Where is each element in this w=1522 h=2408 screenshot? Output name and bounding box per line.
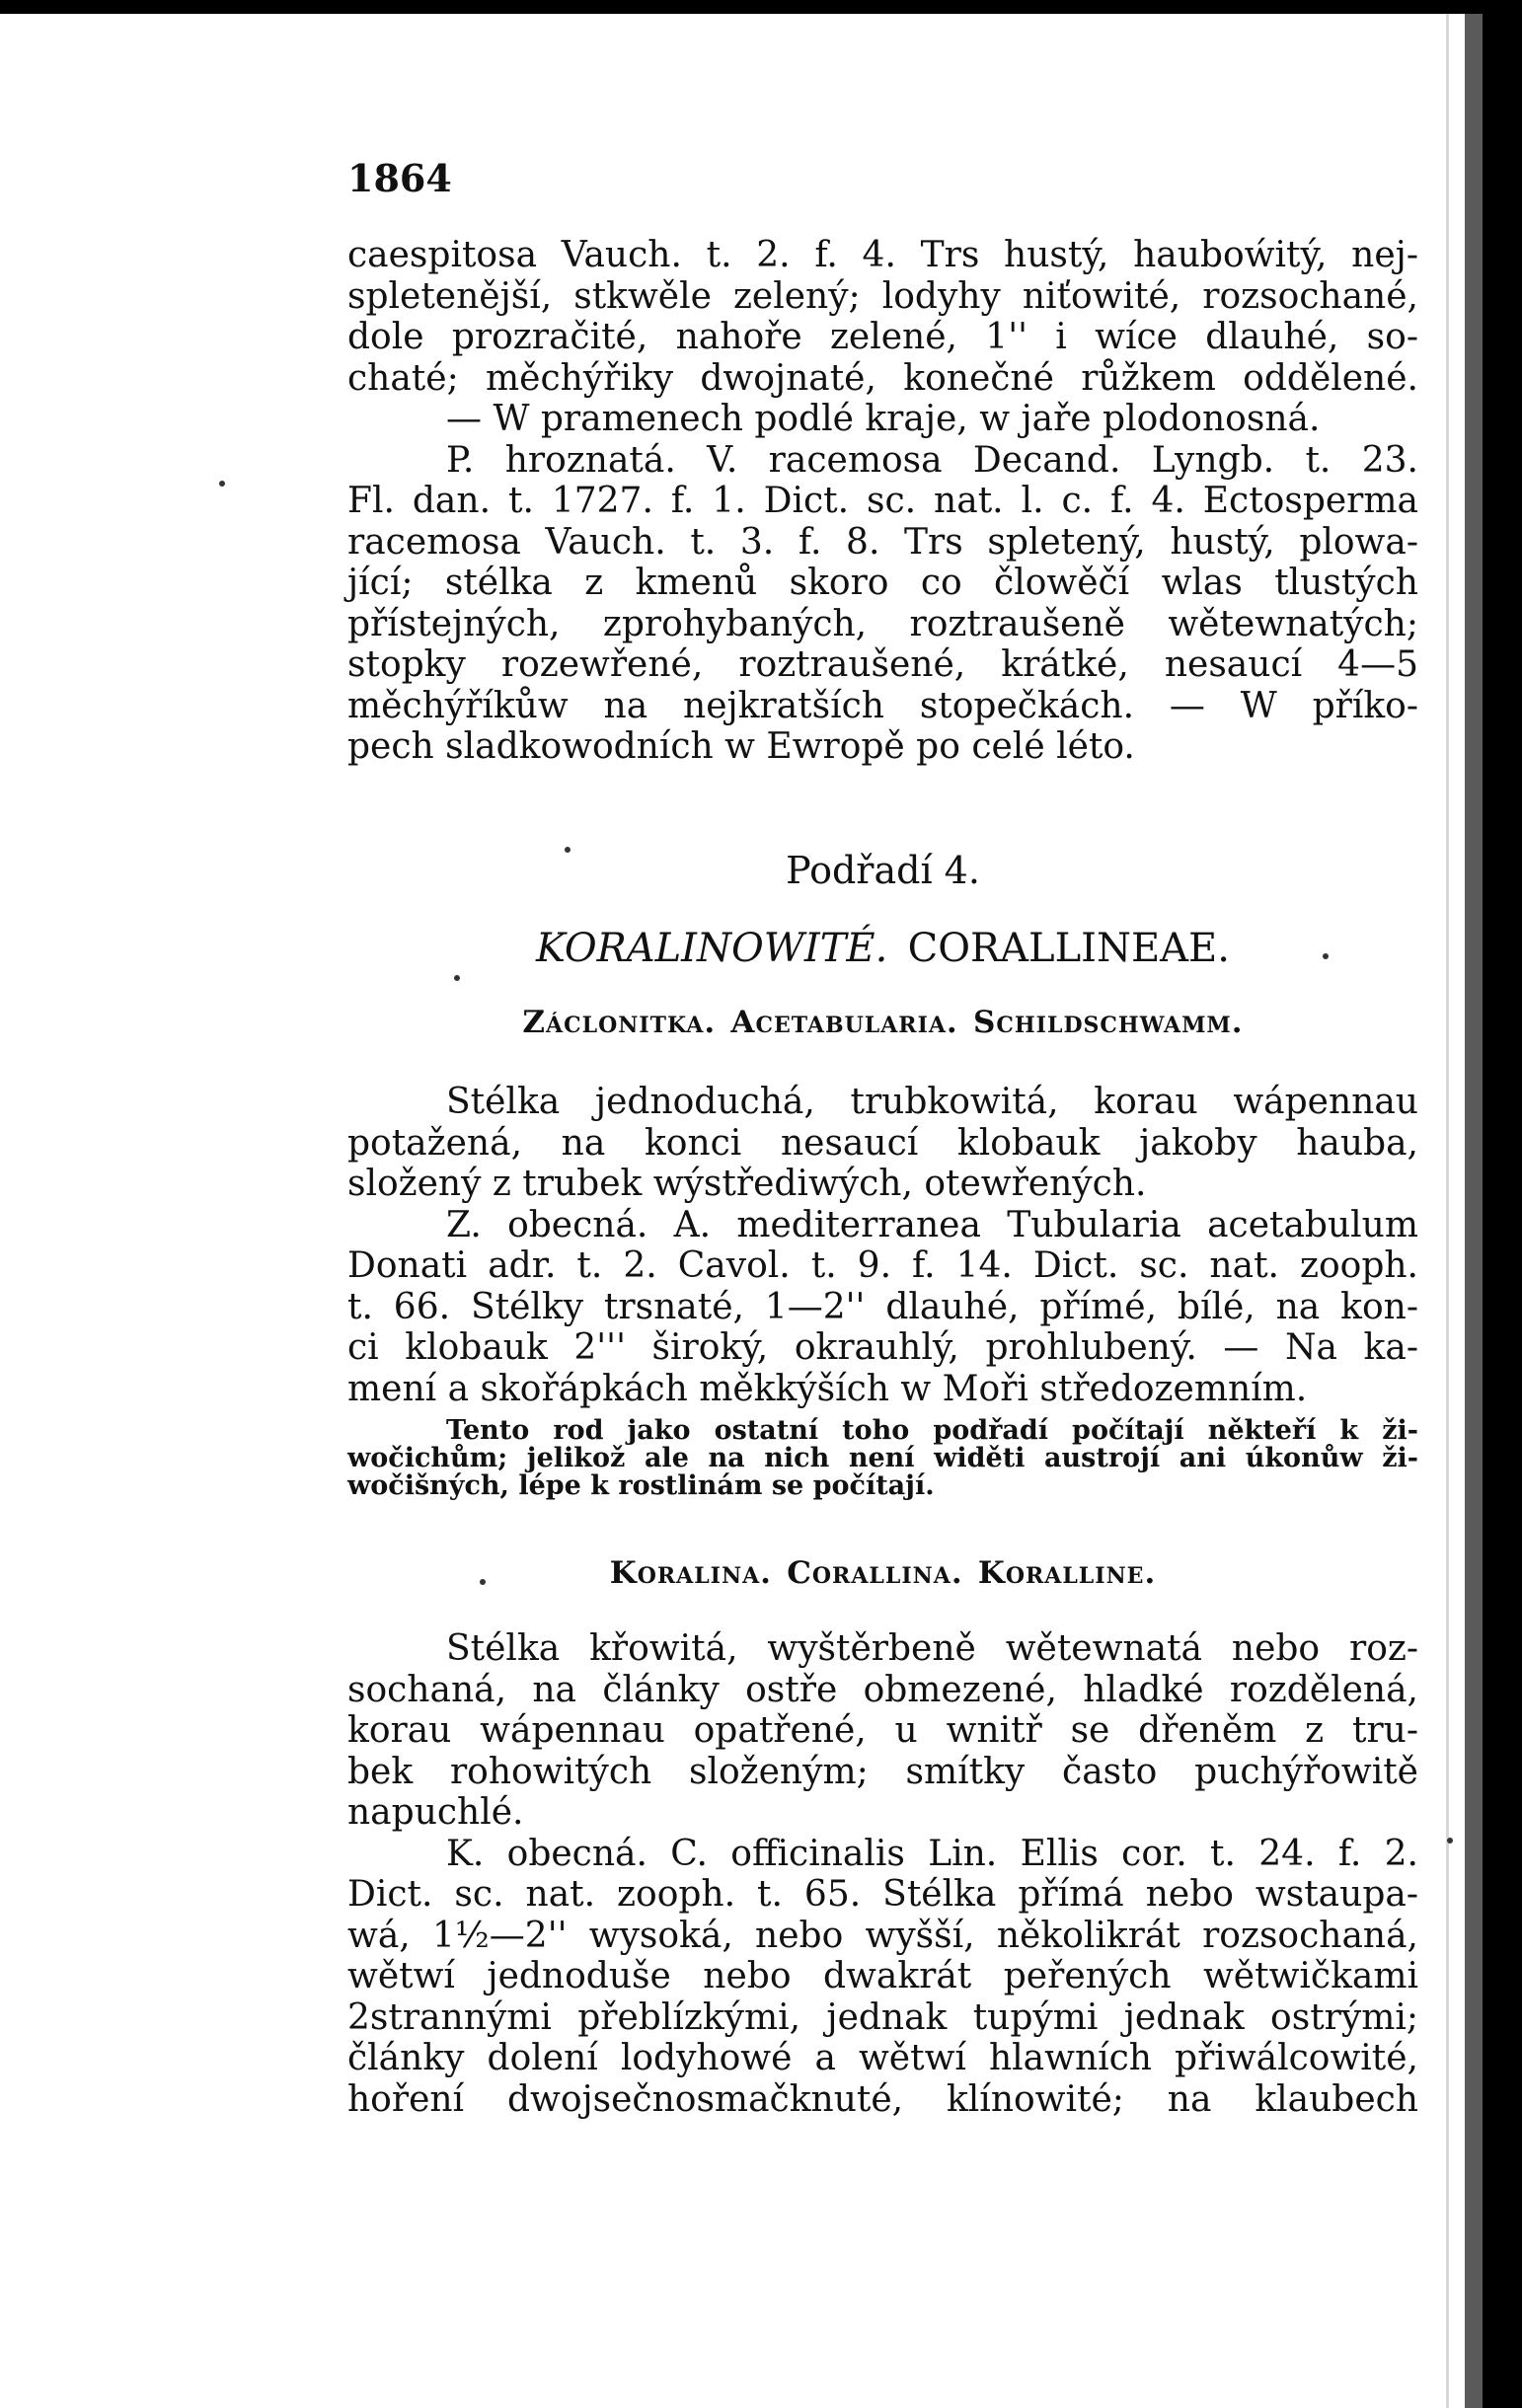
subsection-number: Podřadí 4. xyxy=(786,849,980,892)
text-line: ci klobauk 2''' široký, okrauhlý, prohlubený. — Na ka- xyxy=(347,1327,1418,1368)
paragraph-block-2 xyxy=(347,1082,1418,1409)
page-number: 1864 xyxy=(347,156,452,200)
text-line: Fl. dan. t. 1727. f. 1. Dict. sc. nat. l. c. f. 4. Ectosperma xyxy=(347,481,1418,521)
text-line: Donati adr. t. 2. Cavol. t. 9. f. 14. Dict. sc. nat. zooph. xyxy=(347,1245,1418,1286)
text-line: korau wápennau opatřené, u wnitř se dřeněm z tru- xyxy=(347,1710,1418,1751)
text-line: — W pramenech podlé kraje, w jaře plodonosná. xyxy=(446,399,1321,439)
text-line: wá, 1½—2'' wysoká, nebo wyšší, několikrát rozsochaná, xyxy=(347,1915,1418,1956)
text-line: caespitosa Vauch. t. 2. f. 4. Trs hustý, hauboẃitý, nej- xyxy=(347,235,1418,275)
genus-name-latin: Acetabularia. xyxy=(730,1005,958,1040)
scan-border-right xyxy=(1483,0,1522,2408)
subsection-title-latin: CORALLINEAE. xyxy=(907,926,1230,971)
text-line: Dict. sc. nat. zooph. t. 65. Stélka přímá nebo wstaupa- xyxy=(347,1874,1418,1915)
text-line: chaté; měchýřiky dwojnaté, konečné růžkem oddělené. xyxy=(347,357,1418,399)
genus-name-cz: Záclonitka. xyxy=(522,1005,717,1040)
text-line: bek rohowitých složeným; smítky často puchýřowitě xyxy=(347,1751,1418,1792)
scan-border-top xyxy=(0,0,1522,14)
text-line: dole prozračité, nahoře zelené, 1'' i wíce dlauhé, so- xyxy=(347,317,1418,357)
genus-name-german: Koralline. xyxy=(977,1555,1157,1591)
scan-speck xyxy=(480,1579,486,1585)
genus-name-german: Schildschwamm. xyxy=(973,1005,1244,1040)
text-line: t. 66. Stélky trsnaté, 1—2'' dlauhé, přímé, bílé, na kon- xyxy=(347,1286,1418,1327)
subsection-label xyxy=(347,851,1418,892)
text-line: spletenější, stkwěle zelený; lodyhy niťowité, rozsochané, xyxy=(347,275,1418,317)
text-line: wětwí jednoduše nebo dwakrát peřených wětwičkami xyxy=(347,1956,1418,1996)
text-line: Stélka křowitá, wyštěrbeně wětewnatá nebo roz- xyxy=(446,1628,1418,1669)
scan-speck xyxy=(1323,953,1329,959)
text-line: pech sladkowodních w Ewropě po celé léto. xyxy=(347,726,1135,767)
note-line: wočichům; jelikož ale na nich není widěti austrojí ani úkonůw ži- xyxy=(347,1443,1418,1473)
species-entry-line: P. hroznatá. V. racemosa Decand. Lyngb. t. 23. xyxy=(446,439,1418,481)
text-line: hoření dwojsečnosmačknuté, klínowité; na klaubech xyxy=(347,2078,1418,2120)
genus-heading-2 xyxy=(347,1555,1418,1591)
text-line: mení a skořápkách měkkýších w Moři středozemním. xyxy=(347,1368,1308,1409)
text-line: 2strannými přeblízkými, jednak tupými jednak ostrými; xyxy=(347,1996,1418,2038)
paragraph-block-1 xyxy=(347,235,1418,768)
subsection-title-cz: KORALINOWITÉ. xyxy=(536,926,888,971)
genus-name-cz: Koralina. xyxy=(609,1555,772,1591)
scan-speck xyxy=(1447,1838,1453,1844)
scan-page-edge-line xyxy=(1446,14,1449,2408)
text-line: přístejných, zprohybaných, roztraušeně wětewnatých; xyxy=(347,603,1418,644)
text-line: potažená, na konci nesaucí klobauk jakoby hauba, xyxy=(347,1122,1418,1164)
text-line: stopky rozewřené, roztraušené, krátké, nesaucí 4—5 xyxy=(347,644,1418,685)
genus-heading-1 xyxy=(347,1005,1418,1040)
scan-page-edge-shadow xyxy=(1465,14,1483,2408)
scan-speck xyxy=(565,847,571,853)
text-line: složený z trubek wýstřediwých, otewřených. xyxy=(347,1164,1147,1204)
footnote-block xyxy=(347,1417,1418,1500)
text-line: články dolení lodyhowé a wětwí hlawních přiwálcowité, xyxy=(347,2038,1418,2078)
scan-speck xyxy=(454,975,460,981)
subsection-title xyxy=(347,926,1418,971)
species-entry-line: K. obecná. C. officinalis Lin. Ellis cor. t. 24. f. 2. xyxy=(446,1833,1418,1874)
paragraph-block-3 xyxy=(347,1628,1418,2120)
text-line: racemosa Vauch. t. 3. f. 8. Trs spletený, hustý, plowa- xyxy=(347,521,1418,563)
genus-name-latin: Corallina. xyxy=(787,1555,963,1591)
text-line: sochaná, na články ostře obmezené, hladké rozdělená, xyxy=(347,1669,1418,1710)
note-line: wočišných, lépe k rostlinám se počítají. xyxy=(347,1470,935,1501)
scan-speck xyxy=(219,481,225,487)
text-line: napuchlé. xyxy=(347,1792,524,1833)
note-line: Tento rod jako ostatní toho podřadí počítají někteří k ži- xyxy=(446,1415,1418,1446)
text-line: měchýříkůw na nejkratších stopečkách. — W příko- xyxy=(347,685,1418,726)
species-entry-line: Z. obecná. A. mediterranea Tubularia acetabulum xyxy=(446,1204,1418,1245)
text-line: Stélka jednoduchá, trubkowitá, korau wápennau xyxy=(446,1082,1418,1122)
text-line: jící; stélka z kmenů skoro co člowěčí wlas tlustých xyxy=(347,563,1418,603)
